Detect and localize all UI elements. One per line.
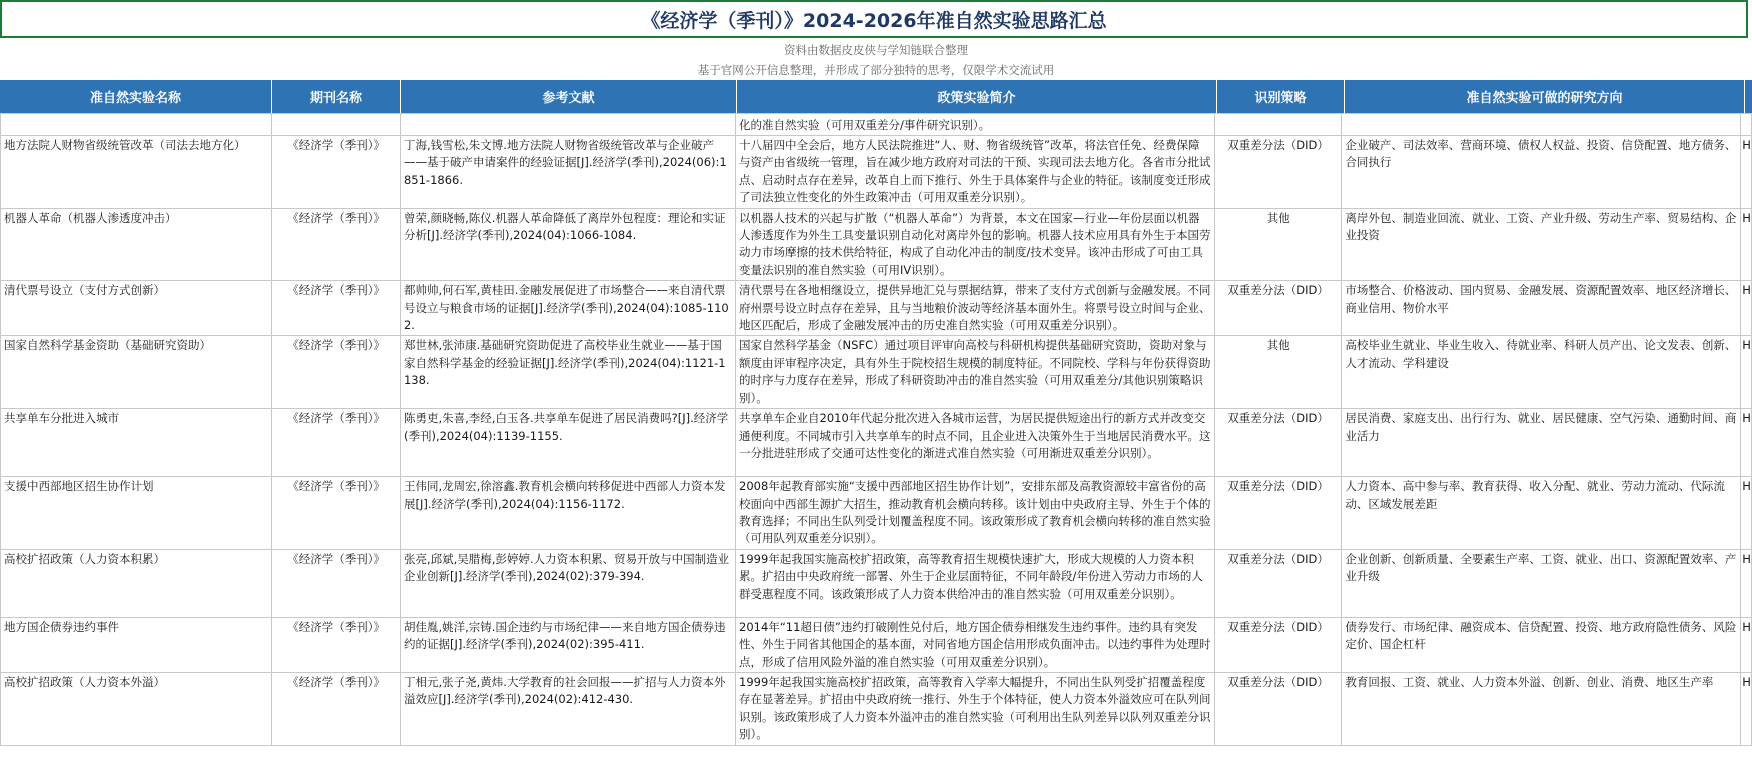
cell-reference[interactable]: 曾荣,颜晓畅,陈仪.机器人革命降低了离岸外包程度：理论和实证分析[J].经济学(季刊),2024(04):1066-1084. (400, 208, 735, 281)
cell-edge[interactable]: H (1741, 672, 1752, 745)
cell-directions[interactable]: 企业创新、创新质量、全要素生产率、工资、就业、出口、资源配置效率、产业升级 (1342, 549, 1741, 617)
cell-policy-intro[interactable]: 2014年“11超日债”违约打破刚性兑付后，地方国企债券相继发生违约事件。违约具有突发性、外生于同省其他国企的基本面，对同省地方国企信用形成负面冲击。以违约事件为处理时点，形成了信用风险外溢的准自然实验（可用双重差分识别）。 (736, 617, 1215, 672)
cell-directions[interactable]: 企业破产、司法效率、营商环境、债权人权益、投资、信贷配置、地方债务、合同执行 (1342, 136, 1741, 209)
table-row (1, 409, 1752, 477)
cell-policy-intro[interactable]: 1999年起我国实施高校扩招政策，高等教育入学率大幅提升，不同出生队列受扩招覆盖程度存在显著差异。扩招由中央政府统一推行、外生于个体特征，使人力资本外溢效应可在队列间识别。该政策形成了人力资本外溢冲击的准自然实验（可利用出生队列差异以队列双重差分识别）。 (736, 672, 1215, 745)
cell-journal[interactable]: 《经济学（季刊）》 (272, 409, 401, 477)
cell-directions[interactable]: 市场整合、价格波动、国内贸易、金融发展、资源配置效率、地区经济增长、商业信用、物价水平 (1342, 281, 1741, 336)
cell-experiment-name[interactable]: 地方国企债券违约事件 (1, 617, 272, 672)
cell-journal[interactable]: 《经济学（季刊）》 (272, 336, 401, 409)
cell-directions[interactable]: 教育回报、工资、就业、人力资本外溢、创新、创业、消费、地区生产率 (1342, 672, 1741, 745)
cell-experiment-name[interactable]: 机器人革命（机器人渗透度冲击） (1, 208, 272, 281)
table-row (1, 336, 1752, 409)
header-journal[interactable]: 期刊名称 (272, 80, 401, 113)
sheet-title-bar (0, 0, 1748, 38)
cell-journal[interactable]: 《经济学（季刊）》 (272, 672, 401, 745)
cell-journal[interactable]: 《经济学（季刊）》 (272, 617, 401, 672)
cell-edge[interactable]: H (1741, 336, 1752, 409)
cell-edge[interactable]: H (1741, 409, 1752, 477)
cell-strategy[interactable] (1214, 114, 1342, 136)
cell-directions[interactable]: 离岸外包、制造业回流、就业、工资、产业升级、劳动生产率、贸易结构、企业投资 (1342, 208, 1741, 281)
cell-journal[interactable]: 《经济学（季刊）》 (272, 477, 401, 550)
cell-journal[interactable]: 《经济学（季刊）》 (272, 208, 401, 281)
cell-reference[interactable]: 王伟同,龙周宏,徐溶鑫.教育机会横向转移促进中西部人力资本发展[J].经济学(季刊),2024(04):1156-1172. (400, 477, 735, 550)
cell-reference[interactable]: 丁相元,张子尧,黄炜.大学教育的社会回报——扩招与人力资本外溢效应[J].经济学(季刊),2024(02):412-430. (400, 672, 735, 745)
cell-journal[interactable] (272, 114, 401, 136)
cell-policy-intro[interactable]: 以机器人技术的兴起与扩散（“机器人革命”）为背景，本文在国家—行业—年份层面以机器人渗透度作为外生工具变量识别自动化对离岸外包的影响。机器人技术应用具有外生于本国劳动力市场摩擦的技术供给特征，构成了自动化冲击的制度/技术变异。该冲击形成了可由工具变量法识别的准自然实验（可用IV识别）。 (736, 208, 1215, 281)
cell-name[interactable] (1, 114, 272, 136)
cell-edge[interactable]: H (1741, 208, 1752, 281)
cell-experiment-name[interactable]: 高校扩招政策（人力资本外溢） (1, 672, 272, 745)
cell-strategy[interactable]: 双重差分法（DID） (1214, 477, 1342, 550)
cell-journal[interactable]: 《经济学（季刊）》 (272, 549, 401, 617)
subtitle-disclaimer: 基于官网公开信息整理，并形成了部分独特的思考，仅限学术交流试用 (697, 63, 1055, 77)
header-directions[interactable]: 准自然实验可做的研究方向 (1345, 80, 1745, 113)
cell-experiment-name[interactable]: 共享单车分批进入城市 (1, 409, 272, 477)
header-strategy[interactable]: 识别策略 (1217, 80, 1345, 113)
sheet-title: 《经济学（季刊）》2024-2026年准自然实验思路汇总 (641, 9, 1107, 32)
cell-experiment-name[interactable]: 清代票号设立（支付方式创新） (1, 281, 272, 336)
cell-policy-intro[interactable]: 2008年起教育部实施“支援中西部地区招生协作计划”，安排东部及高教资源较丰富省份的高校面向中西部生源扩大招生，推动教育机会横向转移。该计划由中央政府主导、外生于个体的教育选择；不同出生队列受计划覆盖程度不同。该政策形成了教育机会横向转移的准自然实验（可用队列双重差分识别）。 (736, 477, 1215, 550)
subtitle-source: 资料由数据皮皮侠与学知链联合整理 (784, 43, 968, 57)
cell-reference[interactable]: 丁海,钱雪松,朱文博.地方法院人财物省级统管改革与企业破产——基于破产申请案件的经验证据[J].经济学(季刊),2024(06):1851-1866. (400, 136, 735, 209)
cell-directions[interactable]: 人力资本、高中参与率、教育获得、收入分配、就业、劳动力流动、代际流动、区域发展差距 (1342, 477, 1741, 550)
table-row (1, 477, 1752, 550)
cell-strategy[interactable]: 双重差分法（DID） (1214, 281, 1342, 336)
table-row (1, 281, 1752, 336)
table-row (1, 672, 1752, 745)
cell-experiment-name[interactable]: 国家自然科学基金资助（基础研究资助） (1, 336, 272, 409)
cell-experiment-name[interactable]: 地方法院人财物省级统管改革（司法去地方化） (1, 136, 272, 209)
cell-strategy[interactable]: 双重差分法（DID） (1214, 409, 1342, 477)
cell-reference[interactable]: 陈勇吏,朱喜,李经,白玉各.共享单车促进了居民消费吗?[J].经济学(季刊),2024(04):1139-1155. (400, 409, 735, 477)
cell-ref[interactable] (400, 114, 735, 136)
table-row-partial (1, 114, 1752, 136)
header-policy-intro[interactable]: 政策实验简介 (737, 80, 1217, 113)
cell-experiment-name[interactable]: 支援中西部地区招生协作计划 (1, 477, 272, 550)
header-reference[interactable]: 参考文献 (401, 80, 737, 113)
cell-policy-intro[interactable]: 清代票号在各地相继设立，提供异地汇兑与票据结算，带来了支付方式创新与金融发展。不同府州票号设立时点存在差异，且与当地粮价波动等经济基本面外生。将票号设立时间与企业、地区匹配后，形成了金融发展冲击的历史准自然实验（可用双重差分识别）。 (736, 281, 1215, 336)
cell-edge[interactable]: H (1741, 477, 1752, 550)
cell-edge[interactable]: H (1741, 136, 1752, 209)
cell-experiment-name[interactable]: 高校扩招政策（人力资本积累） (1, 549, 272, 617)
cell-directions[interactable]: 居民消费、家庭支出、出行行为、就业、居民健康、空气污染、通勤时间、商业活力 (1342, 409, 1741, 477)
cell-intro[interactable]: 化的准自然实验（可用双重差分/事件研究识别）。 (736, 114, 1215, 136)
cell-policy-intro[interactable]: 1999年起我国实施高校扩招政策，高等教育招生规模快速扩大，形成大规模的人力资本积累。扩招由中央政府统一部署、外生于企业层面特征，不同年龄段/年份进入劳动力市场的人群受惠程度不同。该政策形成了人力资本供给冲击的准自然实验（可用双重差分识别）。 (736, 549, 1215, 617)
cell-strategy[interactable]: 双重差分法（DID） (1214, 136, 1342, 209)
cell-directions[interactable] (1342, 114, 1741, 136)
cell-strategy[interactable]: 双重差分法（DID） (1214, 617, 1342, 672)
cell-edge[interactable] (1741, 114, 1752, 136)
cell-reference[interactable]: 胡佳胤,姚洋,宗铸.国企违约与市场纪律——来自地方国企债券违约的证据[J].经济学(季刊),2024(02):395-411. (400, 617, 735, 672)
header-overflow (1745, 80, 1752, 113)
table-row (1, 549, 1752, 617)
header-experiment-name[interactable]: 准自然实验名称 (0, 80, 272, 113)
cell-reference[interactable]: 都帅帅,何石军,黄桂田.金融发展促进了市场整合——来自清代票号设立与粮食市场的证据[J].经济学(季刊),2024(04):1085-1102. (400, 281, 735, 336)
table-row (1, 617, 1752, 672)
cell-strategy[interactable]: 双重差分法（DID） (1214, 672, 1342, 745)
table-header-row (0, 80, 1752, 113)
cell-edge[interactable]: H (1741, 549, 1752, 617)
cell-policy-intro[interactable]: 十八届四中全会后，地方人民法院推进“人、财、物省级统管”改革，将法官任免、经费保障与资产由省级统一管理，旨在减少地方政府对司法的干预、实现司法去地方化。各省市分批试点、启动时点存在差异，改革自上而下推行、外生于具体案件与企业的特征。该制度变迁形成了司法独立性变化的外生政策冲击（可用双重差分识别）。 (736, 136, 1215, 209)
cell-reference[interactable]: 郑世林,张沛康.基础研究资助促进了高校毕业生就业——基于国家自然科学基金的经验证据[J].经济学(季刊),2024(04):1121-1138. (400, 336, 735, 409)
cell-reference[interactable]: 张亮,邱斌,吴腊梅,彭婷婷.人力资本积累、贸易开放与中国制造业企业创新[J].经济学(季刊),2024(02):379-394. (400, 549, 735, 617)
cell-journal[interactable]: 《经济学（季刊）》 (272, 136, 401, 209)
cell-journal[interactable]: 《经济学（季刊）》 (272, 281, 401, 336)
cell-strategy[interactable]: 其他 (1214, 208, 1342, 281)
cell-directions[interactable]: 高校毕业生就业、毕业生收入、待就业率、科研人员产出、论文发表、创新、人才流动、学科建设 (1342, 336, 1741, 409)
cell-directions[interactable]: 债券发行、市场纪律、融资成本、信贷配置、投资、地方政府隐性债务、风险定价、国企杠杆 (1342, 617, 1741, 672)
cell-policy-intro[interactable]: 共享单车企业自2010年代起分批次进入各城市运营，为居民提供短途出行的新方式并改变交通便利度。不同城市引入共享单车的时点不同，且企业进入决策外生于当地居民消费水平。这一分批进驻形成了交通可达性变化的渐进式准自然实验（可用渐进双重差分识别）。 (736, 409, 1215, 477)
cell-edge[interactable]: H (1741, 617, 1752, 672)
table-row (1, 208, 1752, 281)
table-row (1, 136, 1752, 209)
cell-edge[interactable]: H (1741, 281, 1752, 336)
data-table (0, 113, 1752, 746)
cell-strategy[interactable]: 双重差分法（DID） (1214, 549, 1342, 617)
cell-policy-intro[interactable]: 国家自然科学基金（NSFC）通过项目评审向高校与科研机构提供基础研究资助，资助对象与额度由评审程序决定，具有外生于院校招生规模的制度特征。不同院校、学科与年份获得资助的时序与力度存在差异，形成了科研资助冲击的准自然实验（可用双重差分/其他识别策略识别）。 (736, 336, 1215, 409)
cell-strategy[interactable]: 其他 (1214, 336, 1342, 409)
